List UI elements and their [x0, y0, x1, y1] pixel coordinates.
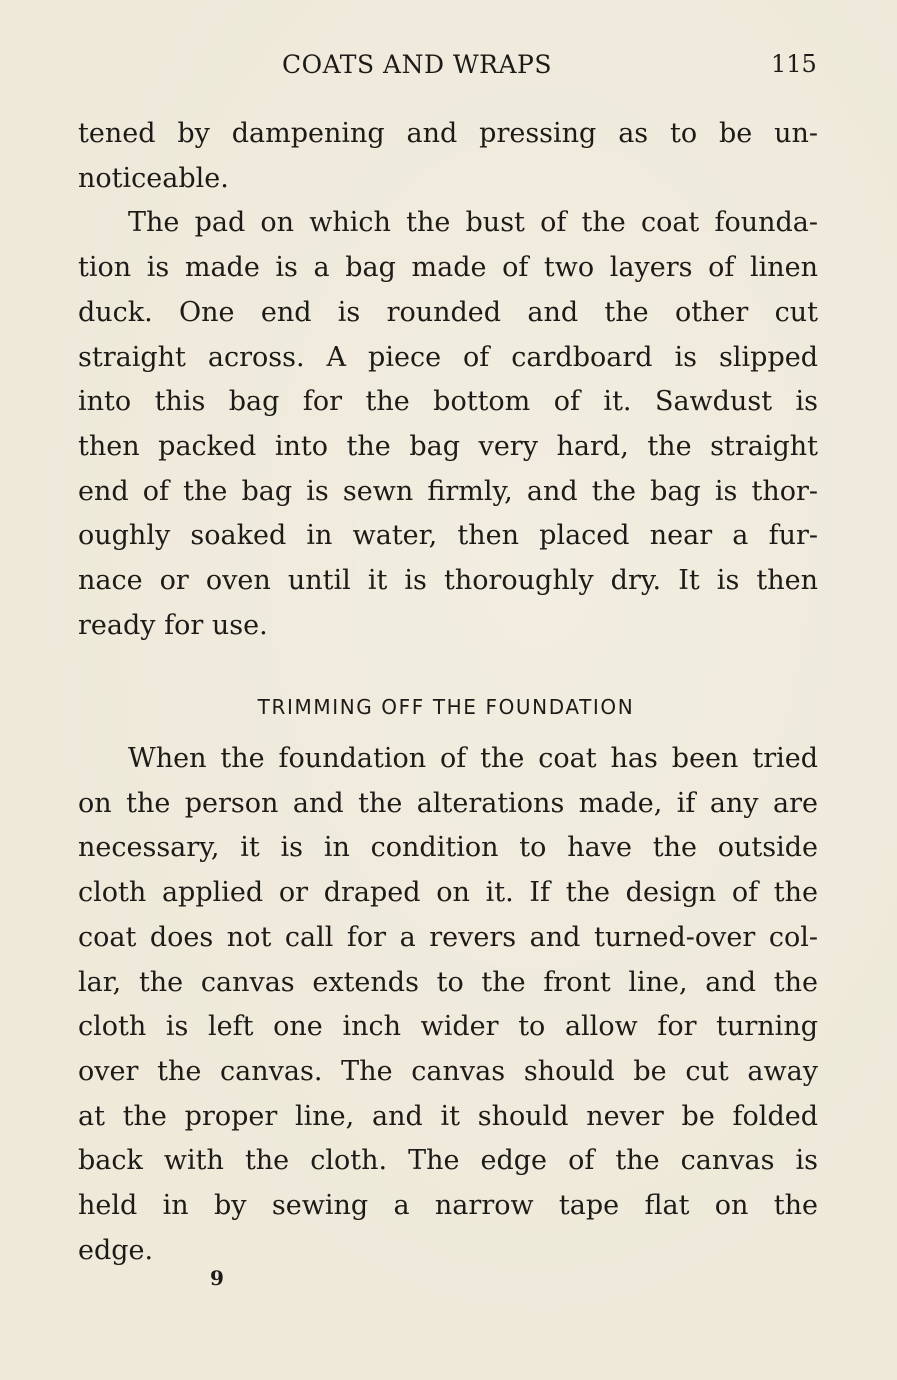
- text-line: back with the cloth. The edge of the canvas is: [78, 1145, 818, 1177]
- text-line: on the person and the alterations made, if any are: [78, 787, 818, 819]
- body-text-bottom: [78, 737, 818, 1273]
- text-line: into this bag for the bottom of it. Sawdust is: [78, 386, 818, 418]
- text-line: noticeable.: [78, 162, 229, 194]
- text-line: over the canvas. The canvas should be cut away: [78, 1055, 818, 1087]
- text-line: nace or oven until it is thoroughly dry. It is then: [78, 565, 818, 597]
- text-line: cloth is left one inch wider to allow for turning: [78, 1011, 818, 1043]
- running-head: [0, 50, 897, 84]
- section-heading-text: TRIMMING OFF THE FOUNDATION: [257, 695, 635, 719]
- paragraph-trimming: [78, 737, 818, 1273]
- text-line: tion is made is a bag made of two layers of linen: [78, 252, 818, 284]
- paragraph-bust-pad: [78, 201, 818, 648]
- section-heading: [0, 695, 897, 719]
- text-line: edge.: [78, 1234, 154, 1266]
- text-line: straight across. A piece of cardboard is slipped: [78, 341, 818, 373]
- body-text-top: [78, 112, 818, 648]
- text-line: When the foundation of the coat has been tried: [128, 743, 818, 774]
- text-line: cloth applied or draped on it. If the design of the: [78, 877, 818, 909]
- text-line: lar, the canvas extends to the front line, and the: [78, 966, 818, 998]
- text-line: at the proper line, and it should never be folded: [78, 1100, 818, 1132]
- text-line: The pad on which the bust of the coat founda-: [128, 207, 818, 239]
- text-line: duck. One end is rounded and the other cut: [78, 296, 818, 328]
- text-line: necessary, it is in condition to have the outside: [78, 832, 818, 864]
- running-title: COATS AND WRAPS: [282, 50, 552, 79]
- text-line: coat does not call for a revers and turned-over col-: [78, 921, 818, 953]
- text-line: end of the bag is sewn firmly, and the bag is thor-: [78, 475, 818, 507]
- text-line: ready for use.: [78, 609, 268, 641]
- signature-mark: 9: [210, 1266, 224, 1290]
- text-line: held in by sewing a narrow tape flat on the: [78, 1190, 818, 1222]
- text-line: oughly soaked in water, then placed near a fur-: [78, 520, 818, 552]
- text-line: tened by dampening and pressing as to be un-: [78, 118, 818, 149]
- page-number: 115: [771, 50, 817, 78]
- paragraph-continued: [78, 112, 818, 201]
- text-line: then packed into the bag very hard, the straight: [78, 430, 818, 462]
